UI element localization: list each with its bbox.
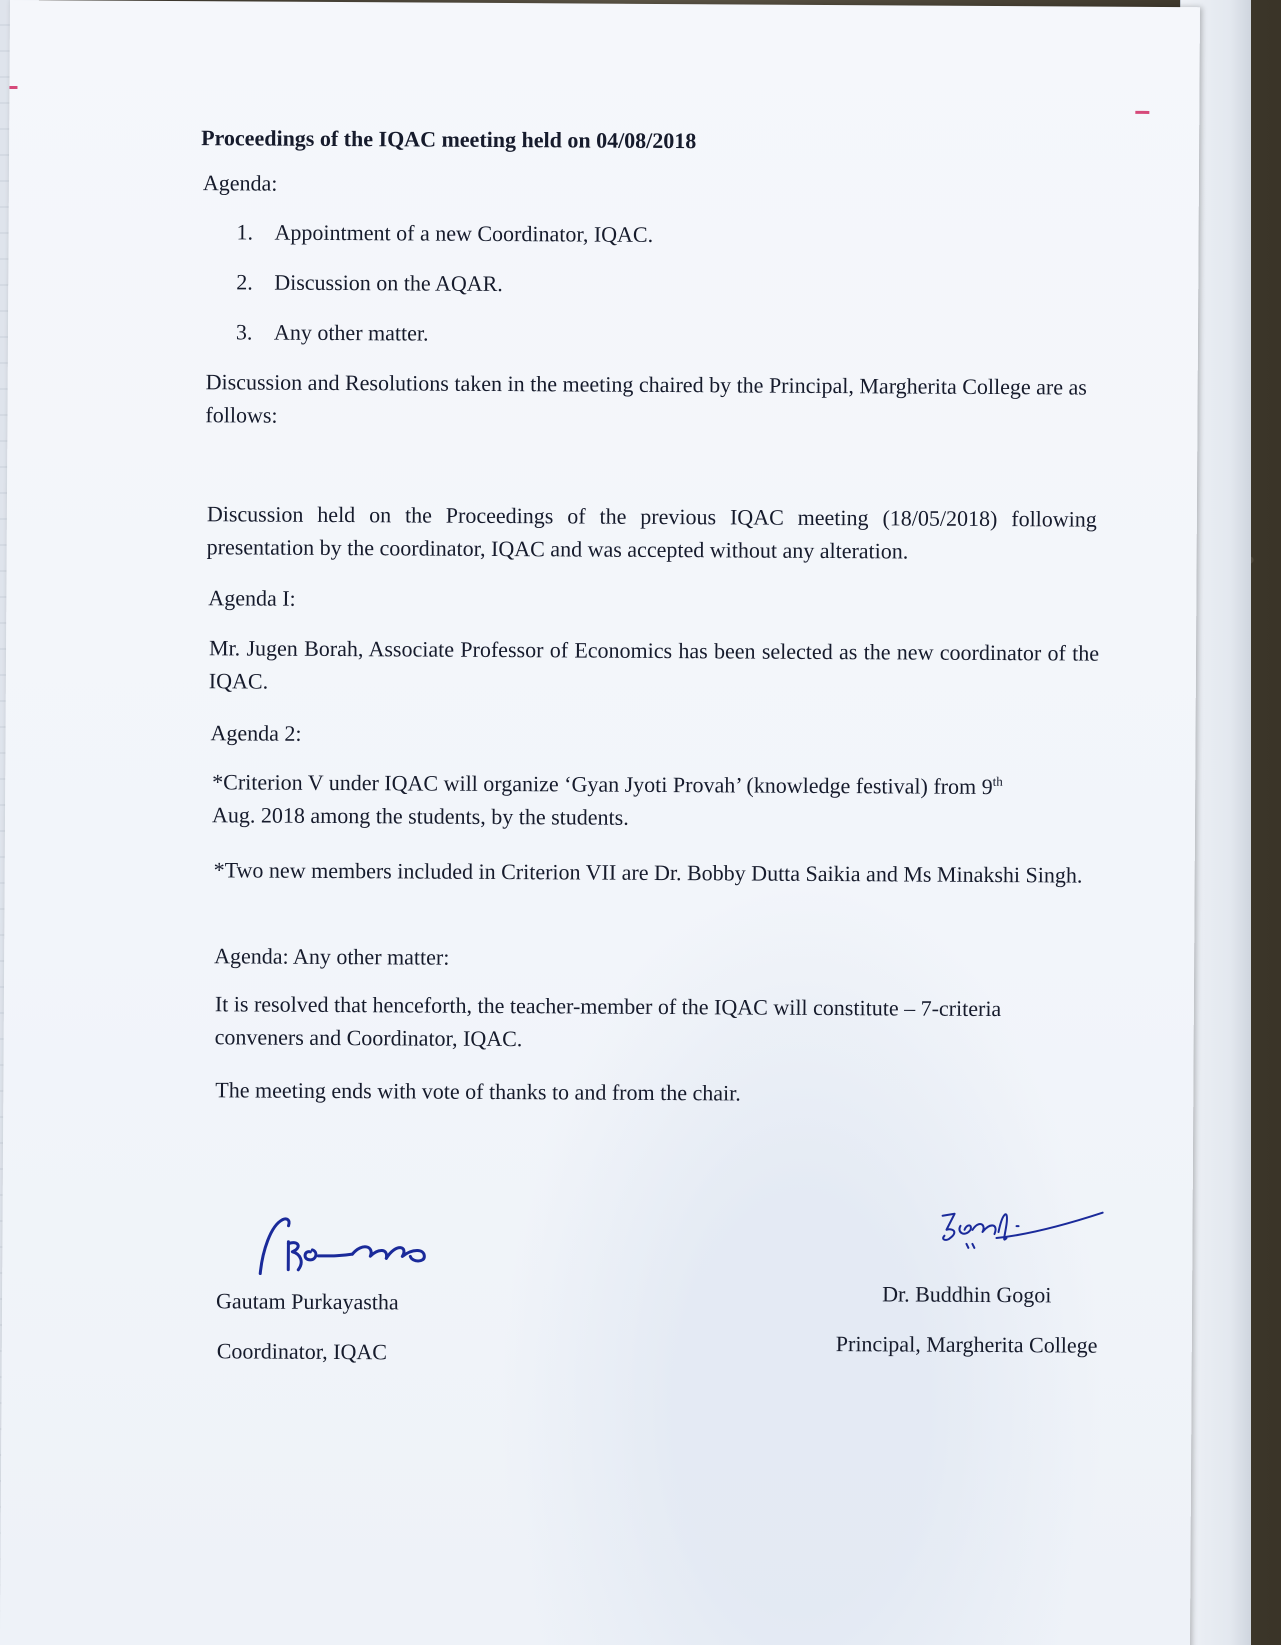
- signature-buddhin-gogoi: [932, 1202, 1112, 1263]
- other-matter-paragraph: It is resolved that henceforth, the teacher-member of the IQAC will constitute – 7-criteria conveners and Coordinator, IQAC.: [214, 991, 1002, 1052]
- other-matter-heading: Agenda: Any other matter:: [214, 943, 450, 970]
- signature-gautam-purkayastha: [252, 1212, 442, 1283]
- agenda2-item1-text: *Criterion V under IQAC will organize ‘Gyan Jyoti Provah’ (knowledge festival) from 9: [212, 769, 993, 800]
- agenda-item: [236, 265, 653, 318]
- left-signatory-name: Gautam Purkayastha: [215, 1288, 399, 1315]
- agenda2-item1-text-cont: Aug. 2018 among the students, by the students.: [211, 802, 629, 830]
- agenda-item-text: Discussion on the AQAR.: [274, 269, 503, 297]
- document-title: Proceedings of the IQAC meeting held on 04/08/2018: [201, 125, 697, 154]
- agenda-item: [236, 315, 653, 368]
- right-signatory-role: Principal, Margherita College: [835, 1331, 1098, 1358]
- closing-line: The meeting ends with vote of thanks to and from the chair.: [215, 1077, 741, 1106]
- agenda-item-text: Appointment of a new Coordinator, IQAC.: [274, 219, 654, 247]
- agenda-item: [236, 215, 653, 268]
- agenda-heading: Agenda:: [202, 170, 278, 196]
- agenda2-item-criterion-vii: *Two new members included in Criterion VII are Dr. Bobby Dutta Saikia and Ms Minakshi Singh.: [213, 857, 1083, 888]
- agenda-item-number: 3.: [235, 319, 253, 345]
- intro-paragraph: Discussion and Resolutions taken in the meeting chaired by the Principal, Margherita College are as follows:: [205, 369, 1087, 428]
- agenda-item-text: Any other matter.: [273, 319, 429, 346]
- agenda-item-number: 1.: [236, 219, 254, 245]
- agenda2-heading: Agenda 2:: [210, 720, 302, 746]
- right-signatory-name: Dr. Buddhin Gogoi: [882, 1281, 1052, 1308]
- agenda2-item-criterion-v: [212, 765, 1082, 836]
- ordinal-suffix: th: [992, 773, 1003, 789]
- agenda-list: [236, 215, 653, 368]
- previous-meeting-paragraph: Discussion held on the Proceedings of the previous IQAC meeting (18/05/2018) following presentation by the coordinator, IQAC and was accepted without any alteration.: [206, 501, 1097, 564]
- edge-mark: [9, 86, 17, 89]
- edge-mark: [1135, 111, 1149, 114]
- agenda1-heading: Agenda I:: [208, 585, 296, 611]
- agenda1-paragraph: Mr. Jugen Borah, Associate Professor of Economics has been selected as the new coordinator of the IQAC.: [208, 635, 1100, 694]
- agenda-item-number: 2.: [236, 269, 253, 295]
- left-signatory-role: Coordinator, IQAC: [216, 1338, 388, 1365]
